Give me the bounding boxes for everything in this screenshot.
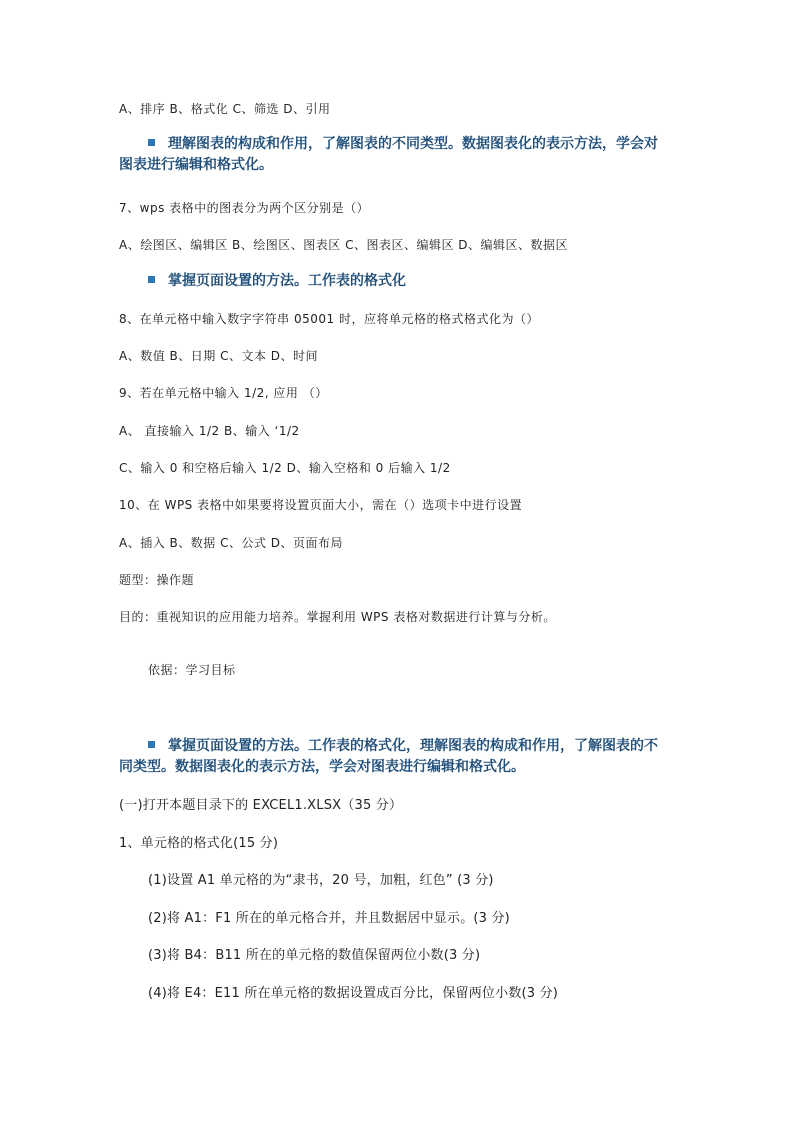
sub-item: (3)将 B4：B11 所在的单元格的数值保留两位小数(3 分) [148, 948, 481, 963]
q7-question: 7、wps 表格中的图表分为两个区分别是（） [119, 201, 370, 215]
section-heading-line: 掌握页面设置的方法。工作表的格式化，理解图表的构成和作用，了解图表的不 [168, 738, 658, 754]
q9-options: A、 直接输入 1/2 B、输入 ‘1/2 [119, 424, 300, 438]
section-heading-combined [119, 736, 679, 778]
q10-options: A、插入 B、数据 C、公式 D、页面布局 [119, 536, 344, 550]
q6-options: A、排序 B、格式化 C、筛选 D、引用 [119, 102, 331, 116]
basis-text: 依据：学习目标 [148, 663, 236, 677]
section-heading-page-setup [119, 271, 679, 292]
section-heading-line: 图表进行编辑和格式化。 [119, 157, 273, 173]
q8-options: A、数值 B、日期 C、文本 D、时间 [119, 349, 319, 363]
q7-options: A、绘图区、编辑区 B、绘图区、图表区 C、图表区、编辑区 D、编辑区、数据区 [119, 238, 569, 252]
item-title: 1、单元格的格式化(15 分) [119, 836, 279, 851]
square-bullet-icon [148, 741, 155, 748]
section-heading-line: 理解图表的构成和作用，了解图表的不同类型。数据图表化的表示方法，学会对 [168, 136, 658, 152]
part-title: (一)打开本题目录下的 EXCEL1.XLSX（35 分） [119, 798, 403, 813]
q9-question: 9、若在单元格中输入 1/2, 应用 （） [119, 386, 328, 400]
q10-question: 10、在 WPS 表格中如果要将设置页面大小，需在（）选项卡中进行设置 [119, 498, 523, 512]
square-bullet-icon [148, 276, 155, 283]
purpose-text: 目的：重视知识的应用能力培养。掌握利用 WPS 表格对数据进行计算与分析。 [119, 610, 556, 624]
sub-item: (1)设置 A1 单元格的为“隶书，20 号，加粗，红色” (3 分) [148, 873, 494, 888]
q9-options: C、输入 0 和空格后输入 1/2 D、输入空格和 0 后输入 1/2 [119, 461, 451, 475]
square-bullet-icon [148, 139, 155, 146]
section-heading-line: 同类型。数据图表化的表示方法，学会对图表进行编辑和格式化。 [119, 759, 525, 775]
sub-item: (2)将 A1：F1 所在的单元格合并，并且数据居中显示。(3 分) [148, 911, 510, 926]
section-heading-charts [119, 134, 679, 176]
section-heading-line: 掌握页面设置的方法。工作表的格式化 [168, 273, 406, 289]
sub-item: (4)将 E4：E11 所在单元格的数据设置成百分比，保留两位小数(3 分) [148, 986, 559, 1001]
q8-question: 8、在单元格中输入数字字符串 05001 时，应将单元格的格式格式化为（） [119, 312, 539, 326]
question-type: 题型：操作题 [119, 573, 195, 587]
